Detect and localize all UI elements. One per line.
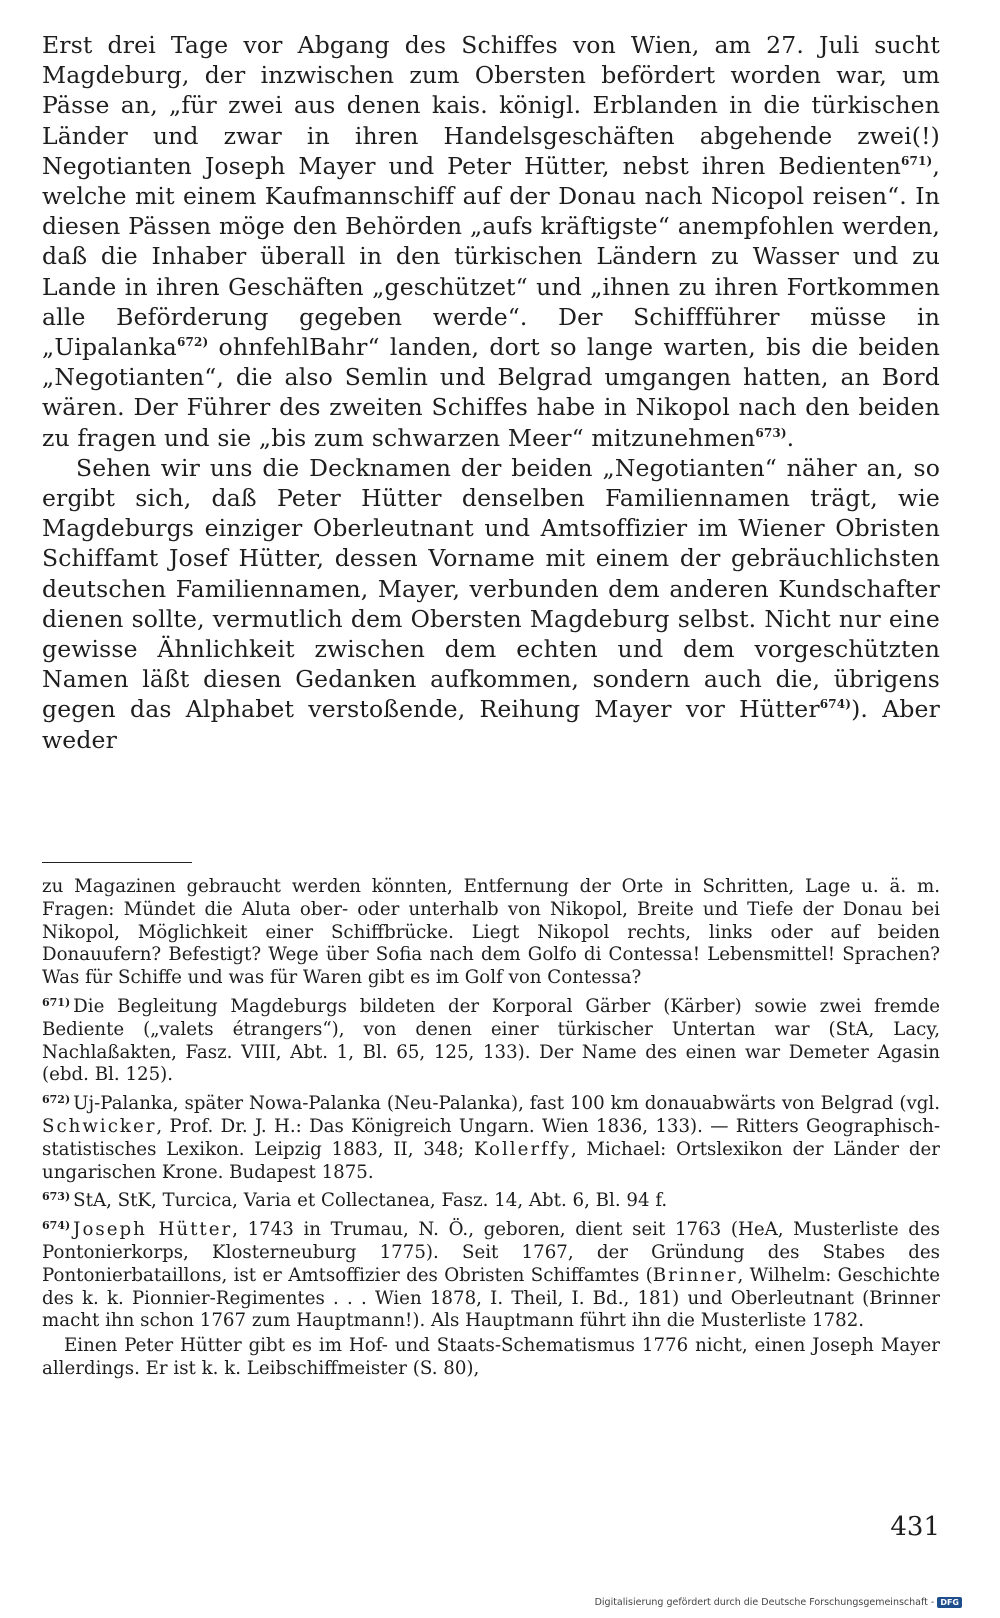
digitization-credit <box>595 1597 962 1608</box>
footnote-number: 674) <box>42 1219 71 1233</box>
dfg-logo: DFG <box>937 1597 962 1608</box>
paragraph-1-part-1: Erst drei Tage vor Abgang des Schiffes von Wien, am 27. Juli sucht Magdeburg, der inzwischen zum Obersten befördert worden war, um Pässe an, „für zwei aus denen kais. königl. Erblanden in die türkischen Länder und zwar in ihren Handelsgeschäften abgehende zwei(!) Negotianten Joseph Mayer und Peter Hütter, nebst ihren Bedienten <box>42 31 940 180</box>
paragraph-2 <box>42 453 940 755</box>
person-name: Joseph Hütter <box>73 1219 233 1241</box>
footnote-673 <box>42 1190 940 1213</box>
footnote-ref-671: 671) <box>901 153 933 168</box>
paragraph-1-part-2: , welche mit einem Kaufmannschiff auf der Donau nach Nicopol reisen“. In diesen Pässen möge den Behörden „aufs kräftigste“ anempfohlen werden, daß die Inhaber überall in den türkischen Ländern zu Wasser und zu Lande in ihren Geschäften „geschützet“ und „ihnen zu ihren Fortkommen alle Beförderung gegeben werde“. Der Schiffführer müsse in „Uipalanka <box>42 151 940 362</box>
footnote-separator <box>42 862 192 863</box>
footnote-674 <box>42 1219 940 1333</box>
footnote-672 <box>42 1093 940 1184</box>
footnote-ref-672: 672) <box>176 335 209 350</box>
main-text <box>42 30 940 755</box>
credit-text: Digitalisierung gefördert durch die Deutsche Forschungsgemeinschaft - <box>594 1597 935 1608</box>
footnote-number: 672) <box>42 1093 71 1107</box>
footnote-ref-673: 673) <box>755 425 787 440</box>
footnote-text: , Wilhelm: Geschichte des k. k. Pionnier-Regimentes . . . Wien 1878, I. Theil, I. Bd., 181) und Oberleutnant (Brinner macht ihn schon 1767 zum Hauptmann!). Als Hauptmann führt ihn die Musterliste 1782. <box>42 1264 940 1332</box>
footnote-text: Die Begleitung Magdeburgs bildeten der Korporal Gärber (Kärber) sowie zwei fremde Bediente („valets étrangers“), von denen einer türkischer Untertan war (StA, Lacy, Nachlaßakten, Fasz. VIII, Abt. 1, Bl. 65, 125, 133). Der Name des einen war Demeter Agasin (ebd. Bl. 125). <box>42 995 940 1086</box>
footnote-continuation: zu Magazinen gebraucht werden könnten, Entfernung der Orte in Schritten, Lage u. ä. m. Fragen: Mündet die Aluta ober- oder unterhalb von Nikopol, Breite und Tiefe der Donau bei Nikopol, Möglichkeit einer Schiffbrücke. Liegt Nikopol rechts, links oder auf beiden Donauufern? Befestigt? Wege über Sofia nach dem Golfo di Contessa! Lebensmittel! Sprachen? Was für Schiffe und was für Waren gibt es im Golf von Contessa? <box>42 876 940 989</box>
footnote-text: , 1743 in Trumau, N. Ö., geboren, dient seit 1763 (HeA, Musterliste des Pontonierkorps, Klosterneuburg 1775). Seit 1767, der Gründung des Stabes des Pontonierbataillons, ist er Amtsoffizier des Obristen Schiffamtes ( <box>42 1219 940 1286</box>
footnote-text: StA, StK, Turcica, Varia et Collectanea, Fasz. 14, Abt. 6, Bl. 94 f. <box>73 1190 668 1212</box>
paragraph-1-part-3: ohnfehlBahr“ landen, dort so lange warten, bis die beiden „Negotianten“, die also Semlin und Belgrad umgangen hatten, an Bord wären. Der Führer des zweiten Schiffes habe in Nikopol nach den beiden zu fragen und sie „bis zum schwarzen Meer“ mitzunehmen <box>42 333 940 452</box>
footnote-text: , Michael: Ortslexikon der Länder der ungarischen Krone. Budapest 1875. <box>42 1138 940 1183</box>
footnote-ref-674: 674) <box>819 697 852 712</box>
paragraph-2-part-1: Sehen wir uns die Decknamen der beiden „Negotianten“ näher an, so ergibt sich, daß Peter Hütter denselben Familiennamen trägt, wie Magdeburgs einziger Oberleutnant und Amtsoffizier im Wiener Obristen Schiffamt Josef Hütter, dessen Vorname mit einem der gebräuchlichsten deutschen Familiennamen, Mayer, verbunden dem anderen Kundschafter dienen sollte, vermutlich dem Obersten Magdeburg selbst. Nicht nur eine gewisse Ähnlichkeit zwischen dem echten und dem vorgeschützten Namen läßt diesen Gedanken aufkommen, sondern auch die, übrigens gegen das Alphabet verstoßende, Reihung Mayer vor Hütter <box>42 453 940 724</box>
paragraph-2-part-2: ). Aber weder <box>42 695 940 754</box>
page-number: 431 <box>890 1512 940 1542</box>
footnote-674-continued: Einen Peter Hütter gibt es im Hof- und Staats-Schematismus 1776 nicht, einen Joseph Mayer allerdings. Er ist k. k. Leibschiffmeister (S. 80), <box>42 1335 940 1379</box>
footnote-number: 673) <box>42 1190 71 1204</box>
paragraph-1 <box>42 30 940 453</box>
author-name: Kollerffy <box>473 1138 571 1160</box>
footnote-text: , Prof. Dr. J. H.: Das Königreich Ungarn. Wien 1836, 133). — Ritters Geographisch-statistisches Lexikon. Leipzig 1883, II, 348; <box>42 1115 940 1160</box>
paragraph-1-part-4: . <box>786 423 795 452</box>
footnote-671 <box>42 996 940 1087</box>
footnotes <box>42 876 940 1387</box>
footnote-number: 671) <box>42 995 71 1009</box>
footnote-text: Uj-Palanka, später Nowa-Palanka (Neu-Palanka), fast 100 km donauabwärts von Belgrad (vgl. <box>73 1093 940 1115</box>
author-name: Brinner <box>652 1264 738 1286</box>
author-name: Schwicker <box>42 1115 157 1137</box>
